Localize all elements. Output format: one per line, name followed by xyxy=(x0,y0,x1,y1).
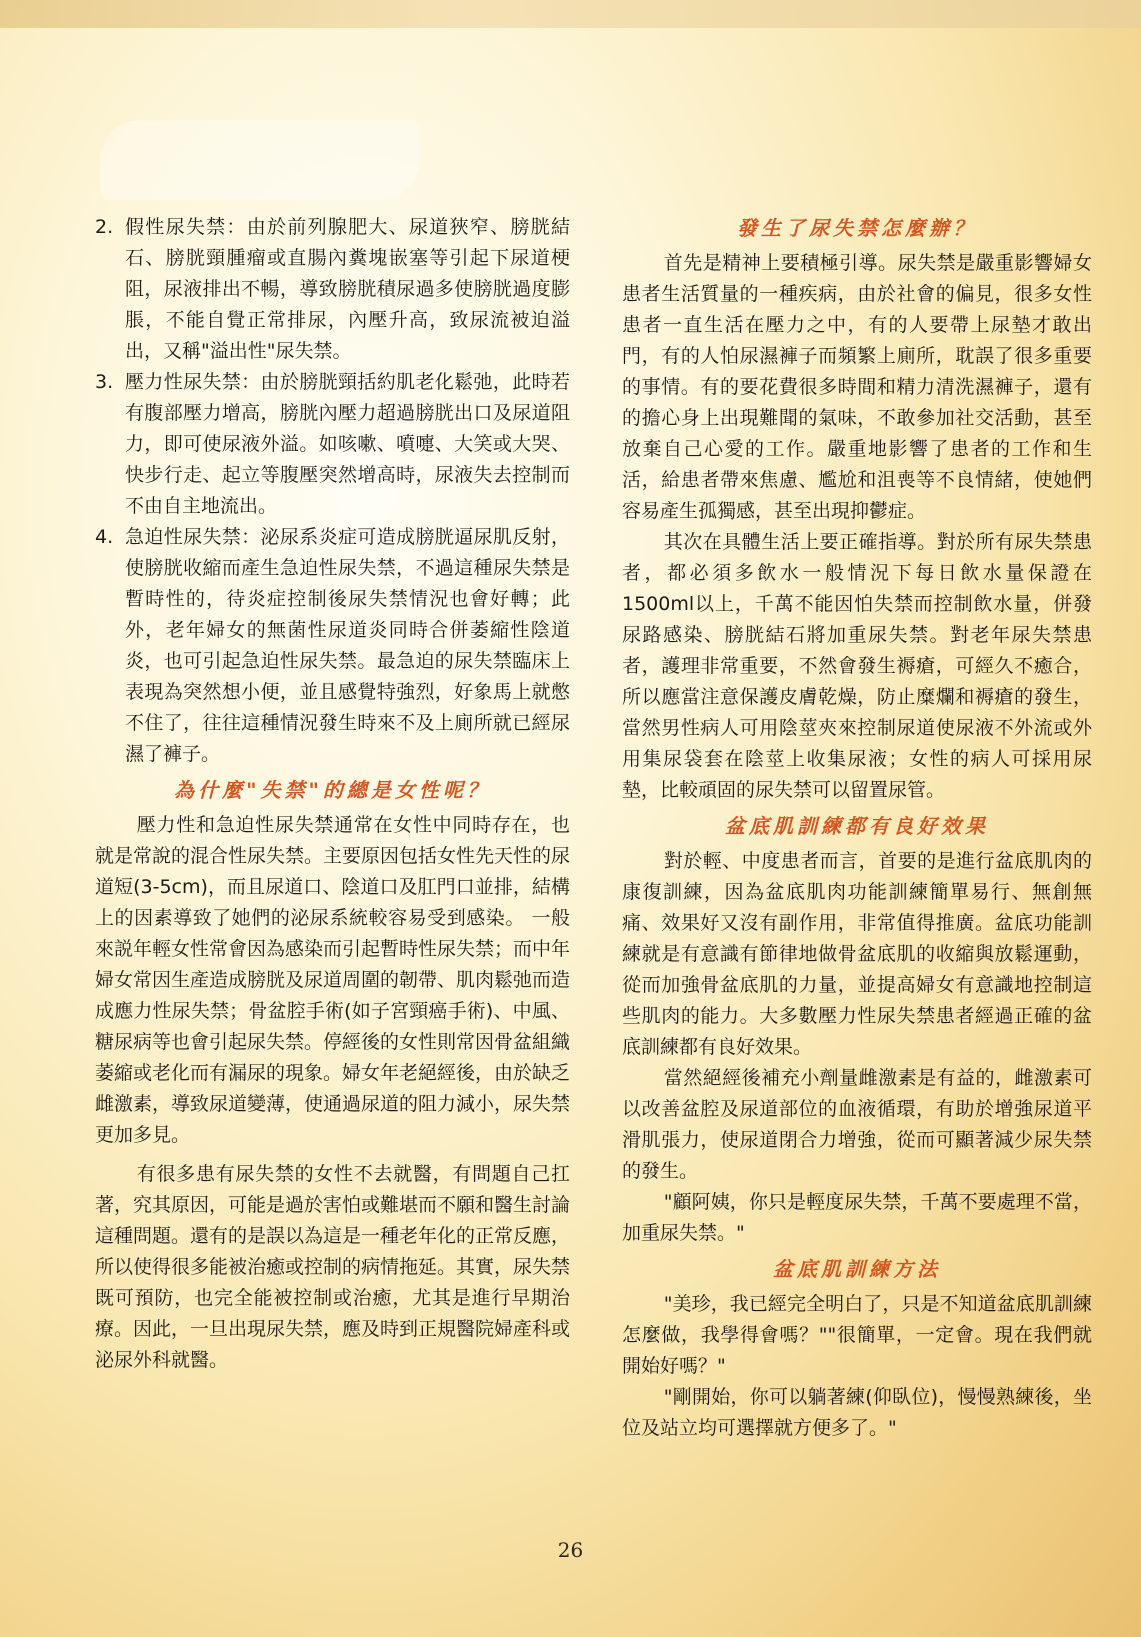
body-paragraph: 其次在具體生活上要正確指導。對於所有尿失禁患者，都必須多飲水一般情況下每日飲水量保證在1500ml以上，千萬不能因怕失禁而控制飲水量，併發尿路感染、膀胱結石將加重尿失禁。對老年尿失禁患者，護理非常重要，不然會發生褥瘡，可經久不癒合，所以應當注意保護皮膚乾燥，防止糜爛和褥瘡的發生，當然男性病人可用陰莖夾來控制尿道使尿液不外流或外用集尿袋套在陰莖上收集尿液；女性的病人可採用尿墊，比較頑固的尿失禁可以留置尿管。 xyxy=(622,531,1092,801)
list-item xyxy=(95,367,570,522)
body-paragraph: 首先是精神上要積極引導。尿失禁是嚴重影響婦女患者生活質量的一種疾病，由於社會的偏見，很多女性患者一直生活在壓力之中，有的人要帶上尿墊才敢出門，有的人怕尿濕褲子而頻繁上廁所，耽誤了很多重要的事情。有的要花費很多時間和精力清洗濕褲子，還有的擔心身上出現難聞的氣味，不敢參加社交活動，甚至放棄自己心愛的工作。嚴重地影響了患者的工作和生活，給患者帶來焦慮、尷尬和沮喪等不良情緒，使她們容易產生孤獨感，甚至出現抑鬱症。 xyxy=(622,252,1092,522)
section-heading-pelvic-training-method: 盆底肌訓練方法 xyxy=(773,1257,941,1281)
left-column xyxy=(95,212,570,1376)
list-item-number: 3. xyxy=(95,371,114,393)
list-item-number: 4. xyxy=(95,526,114,548)
dialogue-paragraph: "美珍，我已經完全明白了，只是不知道盆底肌訓練怎麼做，我學得會嗎？""很簡單，一定會。現在我們就開始好嗎？" xyxy=(622,1293,1092,1377)
list-item-text: 假性尿失禁：由於前列腺肥大、尿道狹窄、膀胱結石、膀胱頸腫瘤或直腸內糞塊嵌塞等引起下尿道梗阻，尿液排出不暢，導致膀胱積尿過多使膀胱過度膨脹，不能自覺正常排尿，內壓升高，致尿流被迫溢出，又稱"溢出性"尿失禁。 xyxy=(125,216,570,362)
list-item xyxy=(95,522,570,770)
section-heading-pelvic-training-effect: 盆底肌訓練都有良好效果 xyxy=(725,814,989,838)
dialogue-paragraph: "剛開始，你可以躺著練(仰臥位)，慢慢熟練後，坐位及站立均可選擇就方便多了。" xyxy=(622,1386,1092,1439)
section-heading-why-women: 為什麼"失禁"的總是女性呢？ xyxy=(174,778,491,802)
list-item-text: 急迫性尿失禁：泌尿系炎症可造成膀胱逼尿肌反射，使膀胱收縮而產生急迫性尿失禁，不過這種尿失禁是暫時性的，待炎症控制後尿失禁情況也會好轉；此外，老年婦女的無菌性尿道炎同時合併萎縮性陰道炎，也可引起急迫性尿失禁。最急迫的尿失禁臨床上表現為突然想小便，並且感覺特強烈，好象馬上就憋不住了，往往這種情況發生時來不及上廁所就已經尿濕了褲子。 xyxy=(125,526,570,765)
top-decorative-band xyxy=(0,0,1141,28)
body-paragraph: 對於輕、中度患者而言，首要的是進行盆底肌肉的康復訓練，因為盆底肌肉功能訓練簡單易行、無創無痛、效果好又沒有副作用，非常值得推廣。盆底功能訓練就是有意識有節律地做骨盆底肌的收縮與放鬆運動，從而加強骨盆底肌的力量，並提高婦女有意識地控制這些肌肉的能力。大多數壓力性尿失禁患者經過正確的盆底訓練都有良好效果。 xyxy=(622,850,1092,1058)
list-item-number: 2. xyxy=(95,216,114,238)
body-paragraph: 當然絕經後補充小劑量雌激素是有益的，雌激素可以改善盆腔及尿道部位的血液循環，有助於增強尿道平滑肌張力，使尿道閉合力增強，從而可顯著減少尿失禁的發生。 xyxy=(622,1067,1092,1182)
body-paragraph: 有很多患有尿失禁的女性不去就醫，有問題自己扛著，究其原因，可能是過於害怕或難堪而不願和醫生討論這種問題。還有的是誤以為這是一種老年化的正常反應，所以使得很多能被治癒或控制的病情拖延。其實，尿失禁既可預防，也完全能被控制或治癒，尤其是進行早期治療。因此，一旦出現尿失禁，應及時到正規醫院婦產科或泌尿外科就醫。 xyxy=(95,1163,571,1371)
page-number: 26 xyxy=(557,1538,584,1562)
right-column xyxy=(622,212,1092,1444)
body-paragraph: 壓力性和急迫性尿失禁通常在女性中同時存在，也就是常說的混合性尿失禁。主要原因包括女性先天性的尿道短(3-5cm)，而且尿道口、陰道口及肛門口並排，結構上的因素導致了她們的泌尿系統較容易受到感染。 一般來説年輕女性常會因為感染而引起暫時性尿失禁；而中年婦女常因生產造成膀胱及尿道周圍的韌帶、肌肉鬆弛而造成應力性尿失禁；骨盆腔手術(如子宮頸癌手術)、中風、糖尿病等也會引起尿失禁。停經後的女性則常因骨盆組織萎縮或老化而有漏尿的現象。婦女年老絕經後，由於缺乏雌激素，導致尿道變薄，使通過尿道的阻力減小，尿失禁更加多見。 xyxy=(95,814,571,1146)
list-item-text: 壓力性尿失禁：由於膀胱頸括約肌老化鬆弛，此時若有腹部壓力增高，膀胱內壓力超過膀胱出口及尿道阻力，即可使尿液外溢。如咳嗽、噴嚏、大笑或大哭、快步行走、起立等腹壓突然增高時，尿液失去控制而不由自主地流出。 xyxy=(125,371,570,517)
dialogue-paragraph: "顧阿姨，你只是輕度尿失禁，千萬不要處理不當，加重尿失禁。" xyxy=(622,1191,1092,1244)
list-item xyxy=(95,212,570,367)
section-heading-what-to-do: 發生了尿失禁怎麼辦？ xyxy=(737,216,977,240)
incontinence-types-list xyxy=(95,212,570,770)
background-decoration xyxy=(100,120,420,200)
